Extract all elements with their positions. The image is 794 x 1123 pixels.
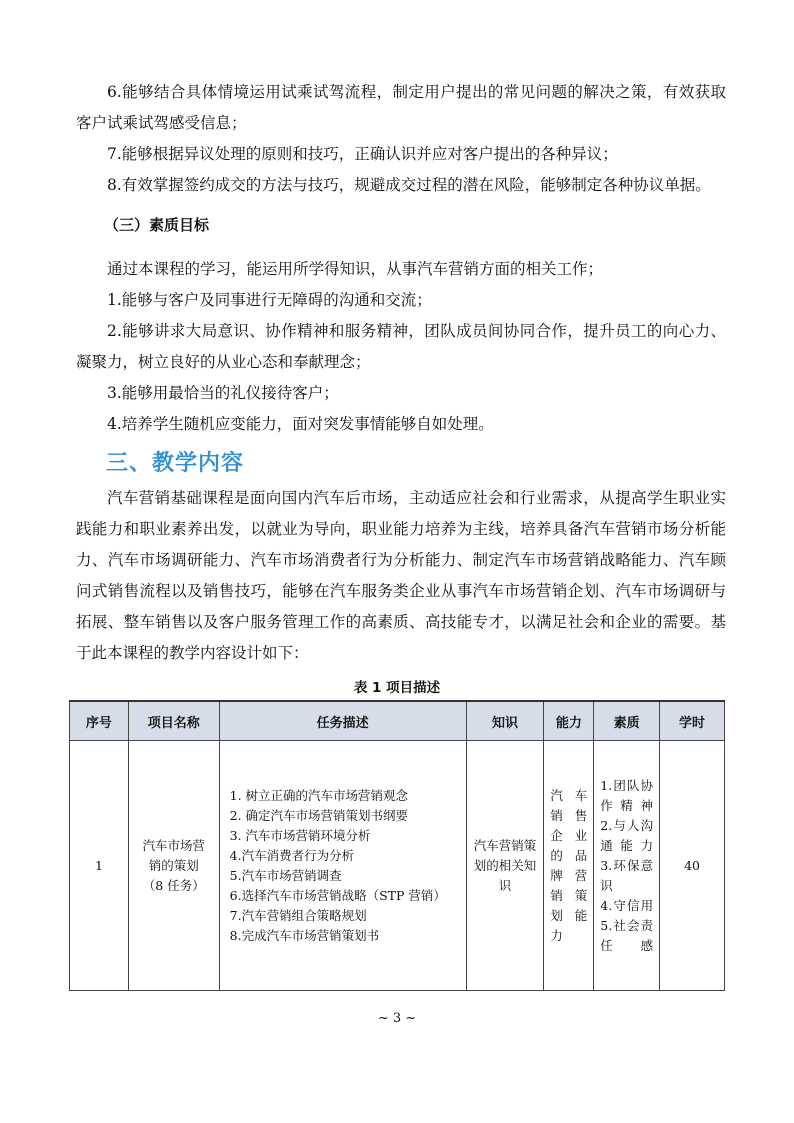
quality-item: 2.与人沟通能力 <box>600 817 654 853</box>
quality-item-2: 2.能够讲求大局意识、协作精神和服务精神，团队成员间协同合作，提升员工的向心力、凝聚力，树立良好的从业心态和奉献理念； <box>76 322 726 371</box>
cell-quality <box>594 741 660 991</box>
quality-item: 3.环保意识 <box>600 857 654 893</box>
header-quality: 素质 <box>594 701 660 741</box>
cell-task-description <box>219 741 466 991</box>
quality-item-3: 3.能够用最恰当的礼仪接待客户； <box>107 384 339 402</box>
task-item: 5.汽车市场营销调查 <box>229 867 342 883</box>
task-item: 6.选择汽车市场营销战略（STP 营销） <box>229 887 446 903</box>
task-item: 3. 汽车市场营销环境分析 <box>229 827 371 843</box>
cell-hours: 40 <box>660 741 725 991</box>
header-task-description: 任务描述 <box>219 701 466 741</box>
header-project-name: 项目名称 <box>128 701 219 741</box>
table-row <box>70 741 725 991</box>
section-heading-teaching-content: 三、教学内容 <box>106 451 245 476</box>
paragraph-item-6: 6.能够结合具体情境运用试乘试驾流程，制定用户提出的常见问题的解决之策，有效获取客户试乘试驾感受信息； <box>76 83 726 132</box>
quality-intro-paragraph: 通过本课程的学习，能运用所学得知识，从事汽车营销方面的相关工作； <box>107 260 604 278</box>
cell-ability: 汽车销售企业的品牌营销策划能力 <box>544 741 594 991</box>
quality-item: 5.社会责任感 <box>600 917 654 953</box>
header-knowledge: 知识 <box>466 701 544 741</box>
project-description-table <box>69 700 725 991</box>
table-header-row <box>70 701 725 741</box>
header-no: 序号 <box>70 701 129 741</box>
paragraph-item-8: 8.有效掌握签约成交的方法与技巧，规避成交过程的潜在风险，能够制定各种协议单据。 <box>107 176 711 194</box>
task-item: 2. 确定汽车市场营销策划书纲要 <box>229 807 409 823</box>
task-item: 8.完成汽车市场营销策划书 <box>229 927 380 943</box>
header-hours: 学时 <box>660 701 725 741</box>
table-caption: 表 1 项目描述 <box>353 680 441 696</box>
quality-item: 1.团队协作精神 <box>600 777 654 813</box>
quality-item-4: 4.培养学生随机应变能力，面对突发事情能够自如处理。 <box>107 415 494 433</box>
quality-goals-heading: （三）素质目标 <box>104 216 210 234</box>
cell-no: 1 <box>70 741 129 991</box>
header-ability: 能力 <box>544 701 594 741</box>
task-item: 4.汽车消费者行为分析 <box>229 847 355 863</box>
paragraph-item-7: 7.能够根据异议处理的原则和技巧，正确认识并应对客户提出的各种异议； <box>107 145 618 163</box>
page-number: ~ 3 ~ <box>377 1011 417 1026</box>
task-item: 1. 树立正确的汽车市场营销观念 <box>229 787 409 803</box>
quality-item-1: 1.能够与客户及同事进行无障碍的沟通和交流； <box>107 291 432 309</box>
task-item: 7.汽车营销组合策略规划 <box>229 907 367 923</box>
cell-project-name: 汽车市场营销的策划（8 任务） <box>128 741 219 991</box>
cell-knowledge: 汽车营销策划的相关知识 <box>466 741 544 991</box>
quality-item: 4.守信用 <box>600 897 654 913</box>
teaching-content-paragraph: 汽车营销基础课程是面向国内汽车后市场，主动适应社会和行业需求，从提高学生职业实践能力和职业素养出发，以就业为导向，职业能力培养为主线，培养具备汽车营销市场分析能力、汽车市场调研能力、汽车市场消费者行为分析能力、制定汽车市场营销战略能力、汽车顾问式销售流程以及销售技巧，能够在汽车服务类企业从事汽车市场营销企划、汽车市场调研与拓展、整车销售以及客户服务管理工作的高素质、高技能专才，以满足社会和企业的需要。基于此本课程的教学内容设计如下： <box>76 489 726 662</box>
